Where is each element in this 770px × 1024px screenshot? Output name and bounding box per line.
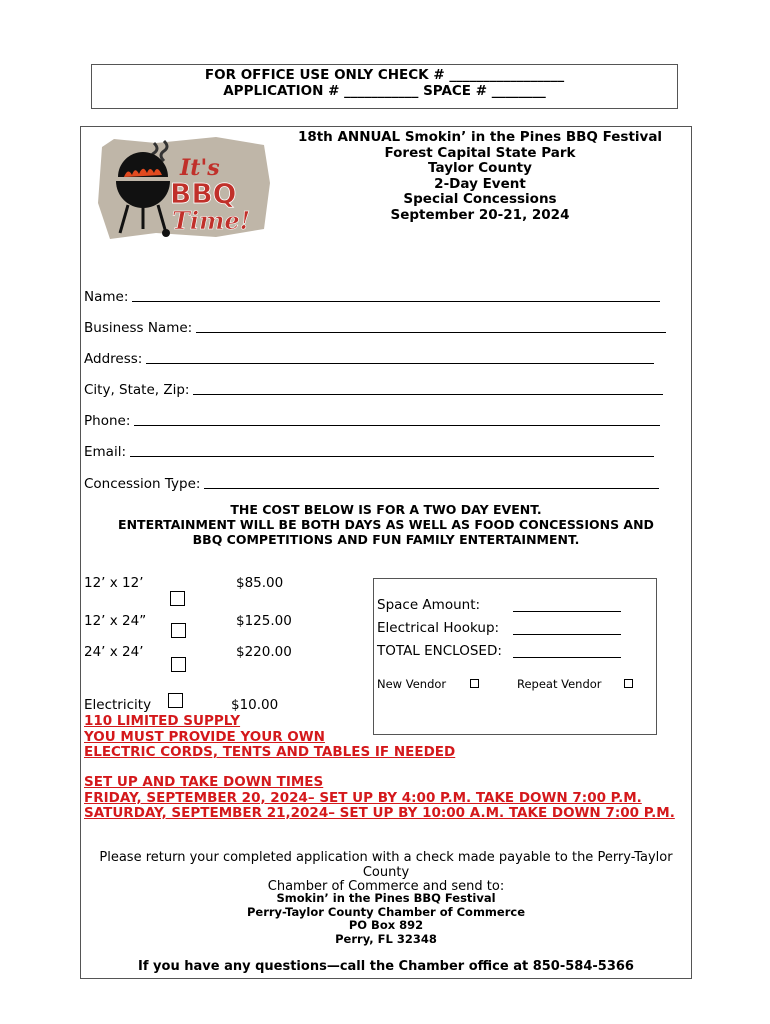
space-amount-label: Space Amount: bbox=[377, 597, 481, 613]
svg-text:BBQ: BBQ bbox=[170, 177, 237, 210]
office-use-line-1: FOR OFFICE USE ONLY CHECK # _________________ bbox=[204, 67, 565, 83]
phone-line[interactable] bbox=[134, 424, 660, 426]
space-amount-line[interactable] bbox=[513, 610, 621, 612]
event-title: 18th ANNUAL Smokin’ in the Pines BBQ Festival bbox=[297, 129, 663, 145]
email-line[interactable] bbox=[130, 455, 654, 457]
concession-type-field[interactable] bbox=[84, 472, 674, 492]
electricity-label: Electricity bbox=[84, 697, 152, 713]
business-name-label: Business Name: bbox=[84, 320, 193, 336]
size-12x24-label: 12’ x 24” bbox=[84, 613, 147, 629]
size-24x24-price: $220.00 bbox=[236, 644, 292, 660]
event-type: Special Concessions bbox=[403, 191, 557, 207]
mailing-address bbox=[84, 892, 688, 946]
electricity-checkbox[interactable] bbox=[168, 693, 183, 708]
address-line[interactable] bbox=[146, 362, 654, 364]
address-field[interactable] bbox=[84, 347, 674, 367]
size-12x12-price: $85.00 bbox=[236, 575, 284, 591]
event-dates: September 20-21, 2024 bbox=[390, 206, 570, 223]
event-header bbox=[285, 130, 675, 223]
size-12x12-checkbox[interactable] bbox=[170, 591, 185, 606]
electric-warning bbox=[84, 714, 455, 761]
setup-saturday: SATURDAY, SEPTEMBER 21,2024– SET UP BY 10:00 A.M. TAKE DOWN 7:00 P.M. bbox=[84, 805, 675, 821]
electric-warning-line-2: YOU MUST PROVIDE YOUR OWN bbox=[84, 728, 325, 745]
name-field[interactable] bbox=[84, 285, 674, 305]
size-12x24-checkbox[interactable] bbox=[171, 623, 186, 638]
cost-notice-line-1: THE COST BELOW IS FOR A TWO DAY EVENT. bbox=[230, 502, 542, 517]
setup-friday: FRIDAY, SEPTEMBER 20, 2024– SET UP BY 4:00 P.M. TAKE DOWN 7:00 P.M. bbox=[84, 789, 642, 806]
email-label: Email: bbox=[84, 444, 127, 460]
cost-notice-line-3: BBQ COMPETITIONS AND FUN FAMILY ENTERTAINMENT. bbox=[192, 532, 580, 547]
setup-times-heading: SET UP AND TAKE DOWN TIMES bbox=[84, 774, 324, 790]
questions-contact: If you have any questions—call the Chamber office at 850-584-5366 bbox=[138, 959, 634, 974]
repeat-vendor-checkbox[interactable] bbox=[624, 679, 633, 688]
electric-warning-line-3: ELECTRIC CORDS, TENTS AND TABLES IF NEEDED bbox=[84, 744, 456, 760]
total-enclosed-label: TOTAL ENCLOSED: bbox=[377, 643, 502, 659]
setup-times bbox=[84, 775, 675, 822]
new-vendor-checkbox[interactable] bbox=[470, 679, 479, 688]
size-12x24-price: $125.00 bbox=[236, 613, 292, 629]
new-vendor-label: New Vendor bbox=[377, 677, 447, 691]
bbq-time-logo bbox=[96, 133, 271, 241]
concession-type-label: Concession Type: bbox=[84, 476, 201, 492]
electric-warning-line-1: 110 LIMITED SUPPLY bbox=[84, 713, 241, 729]
phone-label: Phone: bbox=[84, 413, 131, 429]
return-instructions-line-1: Please return your completed application with a check made payable to the Perry-Taylor County bbox=[99, 850, 673, 880]
address-label: Address: bbox=[84, 351, 143, 367]
mailing-line-2: Perry-Taylor County Chamber of Commerce bbox=[246, 904, 526, 919]
size-24x24-checkbox[interactable] bbox=[171, 657, 186, 672]
mailing-line-1: Smokin’ in the Pines BBQ Festival bbox=[276, 891, 496, 905]
svg-text:It's: It's bbox=[180, 155, 220, 181]
total-enclosed-line[interactable] bbox=[513, 656, 621, 658]
email-field[interactable] bbox=[84, 440, 674, 460]
repeat-vendor-label: Repeat Vendor bbox=[517, 677, 602, 691]
mailing-line-4: Perry, FL 32348 bbox=[335, 931, 437, 946]
name-line[interactable] bbox=[132, 300, 660, 302]
size-12x12-label: 12’ x 12’ bbox=[84, 575, 144, 591]
city-state-zip-field[interactable] bbox=[84, 378, 674, 398]
office-use-line-2: APPLICATION # ___________ SPACE # ________ bbox=[223, 83, 546, 99]
return-instructions bbox=[84, 851, 688, 895]
business-name-field[interactable] bbox=[84, 316, 674, 336]
return-instructions-line-2: Chamber of Commerce and send to: bbox=[267, 879, 505, 894]
event-county: Taylor County bbox=[428, 160, 532, 176]
size-24x24-label: 24’ x 24’ bbox=[84, 644, 144, 660]
office-use-box bbox=[91, 64, 678, 109]
electricity-price: $10.00 bbox=[231, 697, 279, 713]
electrical-hookup-label: Electrical Hookup: bbox=[377, 620, 500, 636]
business-name-line[interactable] bbox=[196, 331, 666, 333]
svg-text:Time!: Time! bbox=[172, 206, 251, 235]
city-state-zip-line[interactable] bbox=[193, 393, 663, 395]
mailing-line-3: PO Box 892 bbox=[348, 918, 424, 932]
phone-field[interactable] bbox=[84, 409, 674, 429]
event-venue: Forest Capital State Park bbox=[384, 144, 576, 161]
concession-type-line[interactable] bbox=[204, 487, 659, 489]
city-state-zip-label: City, State, Zip: bbox=[84, 382, 190, 398]
event-duration: 2-Day Event bbox=[434, 175, 526, 192]
cost-notice-line-2: ENTERTAINMENT WILL BE BOTH DAYS AS WELL AS FOOD CONCESSIONS AND bbox=[118, 517, 654, 532]
cost-notice bbox=[84, 502, 688, 547]
name-label: Name: bbox=[84, 289, 129, 305]
electrical-hookup-line[interactable] bbox=[513, 633, 621, 635]
